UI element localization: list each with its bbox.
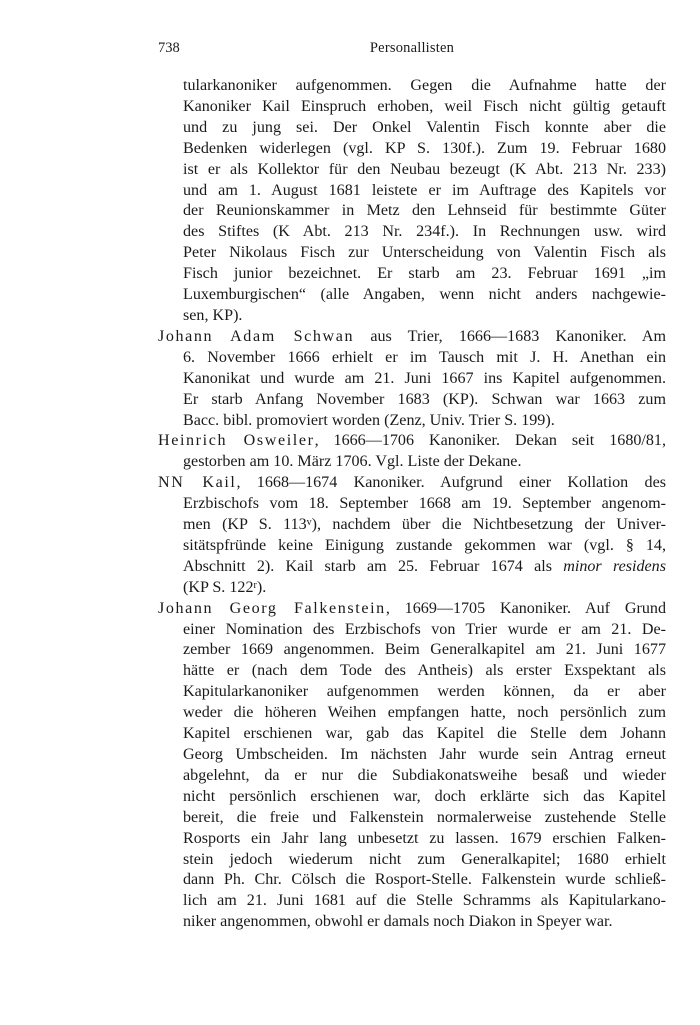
body-text	[158, 76, 666, 933]
text-line: Bedenken widerlegen (vgl. KP S. 130f.). Zum 19. Februar 1680	[183, 139, 666, 157]
text-line: Kanonikat und wurde am 21. Juni 1667 ins Kapitel aufgenommen.	[183, 369, 666, 387]
entry-schwan	[158, 327, 666, 432]
text-line: Georg Umbscheiden. Im nächsten Jahr wurde sein Antrag erneut	[183, 746, 666, 763]
text-line: Luxemburgischen“ (alle Angaben, wenn nicht anders nachgewie-	[183, 286, 666, 304]
text-line: der Reunionskammer in Metz den Lehnseid für bestimmte Güter	[183, 202, 666, 220]
text-line: Rosports ein Jahr lang unbesetzt zu lassen. 1679 erschien Falken-	[183, 829, 666, 847]
text-line: Er starb Anfang November 1683 (KP). Schwan war 1663 zum	[183, 390, 666, 408]
entry-first-line: Johann Adam Schwan aus Trier, 1666—1683 Kanoniker. Am	[158, 327, 666, 345]
person-name: Johann Georg Falkenstein	[158, 599, 386, 617]
page-header	[158, 40, 666, 62]
entry-first-line: Heinrich Osweiler, 1666—1706 Kanoniker. Dekan seit 1680/81,	[158, 432, 666, 450]
text-line: tularkanoniker aufgenommen. Gegen die Aufnahme hatte der	[183, 77, 666, 94]
text-line: weder die höheren Weihen empfangen hatte, noch persönlich zum	[183, 704, 666, 722]
text-line: Kapitel erschienen war, gab das Kapitel die Stelle dem Johann	[183, 725, 666, 743]
text-line: 6. November 1666 erhielt er im Tausch mit J. H. Anethan ein	[183, 348, 666, 366]
text-line: bereit, die freie und Falkenstein normalerweise zustehende Stelle	[183, 808, 666, 826]
text-line: einer Nomination des Erzbischofs von Trier wurde er am 21. De-	[183, 620, 666, 638]
text-line: lich am 21. Juni 1681 auf die Stelle Schramms als Kapitularkano-	[183, 892, 666, 910]
person-name: Johann Adam Schwan	[158, 327, 355, 345]
entry-kail	[158, 473, 666, 598]
entry-osweiler	[158, 431, 666, 473]
person-name: Heinrich Osweiler	[158, 432, 315, 450]
text-line: gestorben am 10. März 1706. Vgl. Liste der Dekane.	[183, 453, 522, 471]
text-line: abgelehnt, da er nur die Subdiakonatsweihe besaß und wieder	[183, 766, 666, 784]
continued-entry	[158, 76, 666, 327]
text-line: stein jedoch wiederum nicht zum Generalkapitel; 1680 erhielt	[183, 850, 666, 868]
italic-term: minor residens	[563, 557, 666, 575]
text-line: sen, KP).	[183, 306, 243, 324]
text-line: Bacc. bibl. promoviert worden (Zenz, Univ. Trier S. 199).	[183, 411, 555, 429]
text-line: nicht persönlich erschienen war, doch erklärte sich das Kapitel	[183, 787, 666, 805]
entry-falkenstein	[158, 599, 666, 934]
text-line: und am 1. August 1681 leistete er im Auftrage des Kapitels vor	[183, 181, 666, 199]
entry-first-line: Johann Georg Falkenstein, 1669—1705 Kanoniker. Auf Grund	[158, 599, 666, 617]
text-line: Peter Nikolaus Fisch zur Unterscheidung von Valentin Fisch als	[183, 244, 666, 262]
running-head: Personallisten	[369, 40, 455, 56]
text-line: Abschnitt 2). Kail starb am 25. Februar 1674 als minor residens	[183, 557, 666, 575]
folio-recto-mark: r	[253, 579, 257, 591]
text-line: Erzbischofs vom 18. September 1668 am 19. September angenom-	[183, 495, 666, 513]
text-line: men (KP S. 113$^v$), nachdem über die Nichtbesetzung der Univer-	[183, 516, 666, 534]
text-line: hätte er (nach dem Tode des Antheis) als erster Exspektant als	[183, 662, 666, 680]
text-line: zember 1669 angenommen. Beim Generalkapitel am 21. Juni 1677	[183, 641, 666, 659]
text-line: und zu jung sei. Der Onkel Valentin Fisch konnte aber die	[183, 118, 666, 136]
text-line: (KP S. 122$^r$).	[183, 578, 267, 596]
text-line: des Stiftes (K Abt. 213 Nr. 234f.). In Rechnungen usw. wird	[183, 223, 666, 241]
text-line: Kanoniker Kail Einspruch erhoben, weil Fisch nicht gültig getauft	[183, 97, 666, 115]
entry-first-line: NN Kail, 1668—1674 Kanoniker. Aufgrund einer Kollation des	[158, 474, 666, 492]
text-line: ist er als Kollektor für den Neubau bezeugt (K Abt. 213 Nr. 233)	[183, 160, 666, 178]
folio-verso-mark: v	[306, 517, 312, 529]
text-line: niker angenommen, obwohl er damals noch Diakon in Speyer war.	[183, 913, 613, 931]
page-number: 738	[158, 40, 180, 56]
person-name: NN Kail	[158, 474, 237, 492]
text-line: sitätspfründe keine Einigung zustande gekommen war (vgl. § 14,	[183, 536, 666, 554]
text-line: dann Ph. Chr. Cölsch die Rosport-Stelle. Falkenstein wurde schließ-	[183, 871, 666, 889]
text-line: Fisch junior bezeichnet. Er starb am 23. Februar 1691 „im	[183, 265, 666, 283]
text-line: Kapitularkanoniker aufgenommen werden können, da er aber	[183, 683, 666, 701]
